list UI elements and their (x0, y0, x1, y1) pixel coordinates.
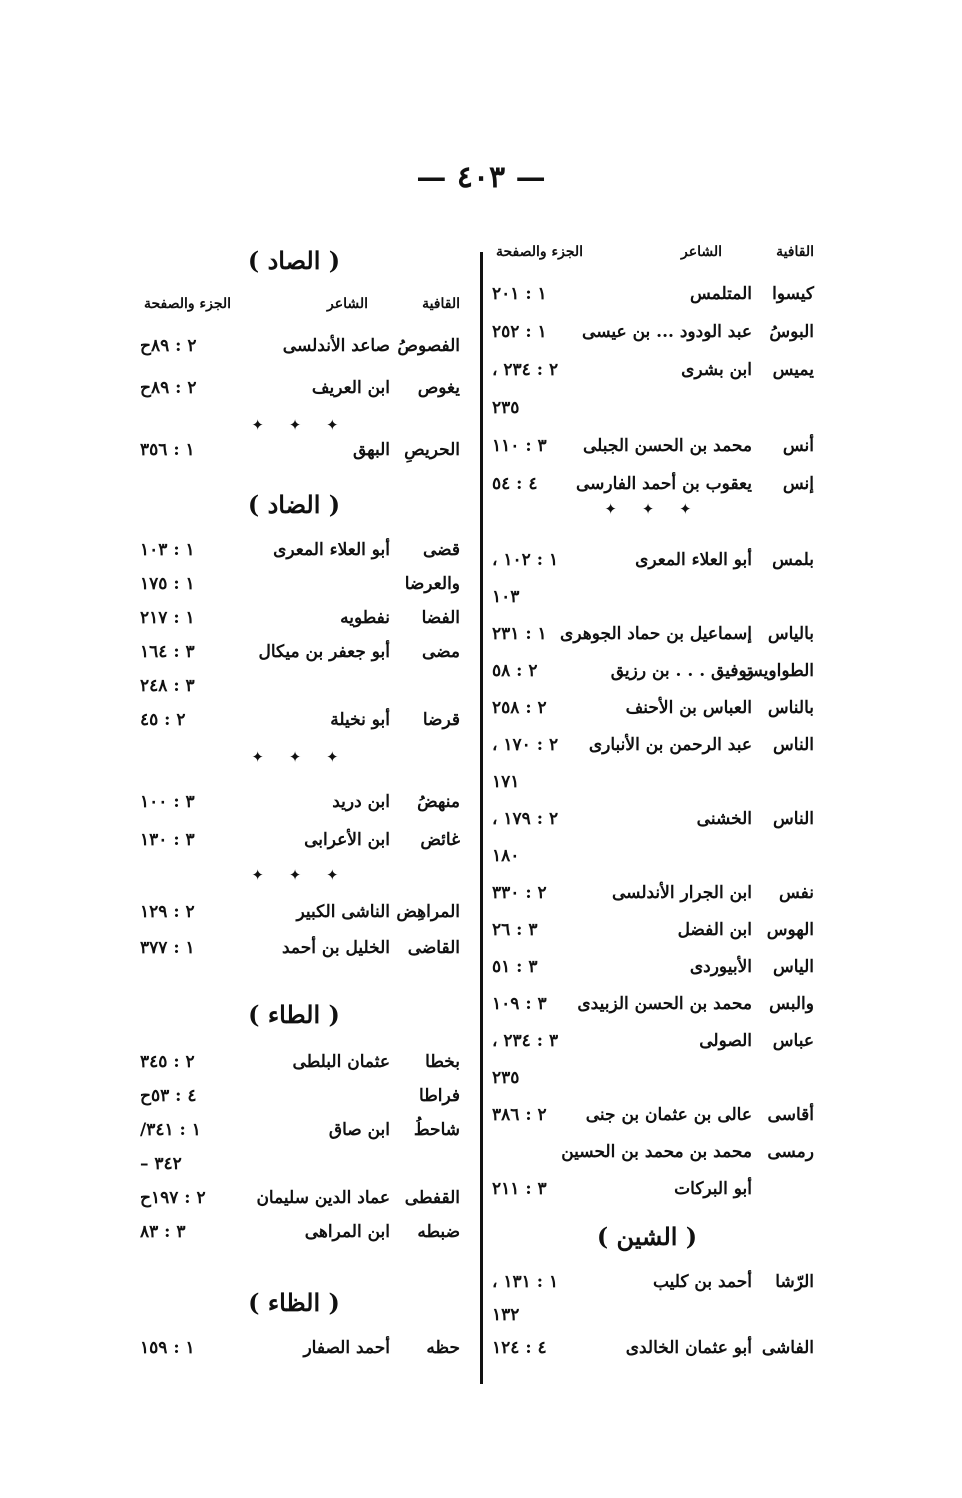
rhyme-word: بالناس (767, 698, 814, 718)
volume-page-ref: ١٠٣ (492, 587, 520, 607)
index-entry (492, 360, 814, 400)
volume-page-ref: ٤ : ٥٤ (492, 474, 538, 494)
column-divider (480, 252, 483, 1384)
poet-name: نفطويه (340, 608, 390, 628)
rhyme-word: الياس (773, 957, 814, 977)
rhyme-word: والعرضا (404, 574, 460, 594)
ref-header: الجزء والصفحة (144, 296, 232, 312)
separator: ✦ ✦ ✦ (251, 416, 349, 434)
volume-page-ref: ٣٤٢ – (140, 1154, 182, 1174)
rhyme-word: بالياس (767, 624, 814, 644)
left-column-header (140, 296, 460, 336)
poet-name: إسماعيل بن حماد الجوهرى (560, 624, 752, 644)
volume-page-ref: ٣ : ٥١ (492, 957, 538, 977)
index-entry (492, 322, 814, 362)
volume-page-ref: ٢ : ٤٥ (140, 710, 186, 730)
rhyme-word: إنس (782, 474, 814, 494)
index-entry (140, 792, 460, 832)
volume-page-ref: ١ : ٢١٧ (140, 608, 195, 628)
volume-page-ref: ٢ : ٣٤٥ (140, 1052, 195, 1072)
rhyme-word: المراهِض (396, 902, 460, 922)
rhyme-word: الفصوصُ (397, 336, 460, 356)
rhyme-word: الفضا (421, 608, 460, 628)
poet-header: الشاعر (681, 244, 722, 260)
rhyme-word: بلمس (772, 550, 814, 570)
poet-name: عبد الرحمن بن الأنبارى (588, 735, 752, 755)
poet-name: ابن دريد (332, 792, 390, 812)
poet-name: أحمد الصفار (303, 1338, 390, 1358)
index-entry (492, 846, 814, 886)
heading-ta: ( الطاء ) (248, 1000, 340, 1029)
separator: ✦ ✦ ✦ (251, 866, 349, 884)
volume-page-ref: ٢ : ٣٣٠ (492, 883, 547, 903)
rhyme-word: الهوس (766, 920, 814, 940)
rhyme-word: أنس (782, 436, 814, 456)
index-entry (492, 1338, 814, 1378)
rhyme-word: الحريصِ (404, 440, 460, 460)
volume-page-ref: ٢ : ١٩٧ح (140, 1188, 206, 1208)
poet-name: محمد بن الحسن الجبلى (582, 436, 752, 456)
poet-name: عبد الودود ... بن عيسى (582, 322, 752, 342)
volume-page-ref: ١ : ٣٥٦ (140, 440, 195, 460)
index-entry (492, 920, 814, 960)
volume-page-ref: ٣ : ٢٦ (492, 920, 538, 940)
rhyme-word: يميس (772, 360, 814, 380)
poet-name: العباس بن الأحنف (625, 698, 752, 718)
index-entry (140, 1222, 460, 1262)
volume-page-ref: ٢ : ٨٩ح (140, 378, 197, 398)
heading-sad: ( الصاد ) (247, 246, 341, 275)
rhyme-word: عباس (772, 1031, 814, 1051)
volume-page-ref: ٣ : ٢٣٤ ، (492, 1031, 559, 1051)
volume-page-ref: ١ : ١٠٣ (140, 540, 195, 560)
rhyme-word: قرضا (422, 710, 460, 730)
poet-name: عثمان البلطى (292, 1052, 390, 1072)
rhyme-word: حظه (426, 1338, 460, 1358)
rhyme-word: والبس (769, 994, 814, 1014)
volume-page-ref: ٣ : ١٣٠ (140, 830, 195, 850)
index-entry (492, 698, 814, 738)
rhyme-word: القفطى (404, 1188, 460, 1208)
volume-page-ref: ١ : ١٧٥ (140, 574, 195, 594)
rhyme-header: القافية (776, 244, 814, 260)
volume-page-ref: ١ : ١٠٢ ، (492, 550, 559, 570)
index-entry (140, 378, 460, 418)
volume-page-ref: ٢ : ٣٨٦ (492, 1105, 547, 1125)
rhyme-word: أقاسى (767, 1105, 814, 1125)
poet-name: عماد الدين سليمان (256, 1188, 390, 1208)
poet-name: محمد بن الحسن الزبيدى (577, 994, 752, 1014)
poet-name: أبو العلاء المعرى (273, 540, 390, 560)
volume-page-ref: ٣ : ٨٣ (140, 1222, 186, 1242)
volume-page-ref: ٢ : ١٧٠ ، (492, 735, 559, 755)
index-entry (140, 938, 460, 978)
rhyme-word: القاضى (407, 938, 460, 958)
rhyme-word: قضى (422, 540, 460, 560)
poet-name: أبو عثمان الخالدى (625, 1338, 752, 1358)
volume-page-ref: ١ : ٢٠١ (492, 284, 547, 304)
index-entry (492, 284, 814, 324)
heading-shin: ( الشين ) (596, 1222, 698, 1251)
rhyme-word: الناس (773, 735, 814, 755)
index-entry (140, 830, 460, 870)
poet-name: المتلمس (690, 284, 752, 304)
index-entry (140, 1338, 460, 1378)
volume-page-ref: ٤ : ١٢٤ (492, 1338, 547, 1358)
separator: ✦ ✦ ✦ (604, 500, 702, 518)
index-entry (140, 440, 460, 480)
page-number: — ٤٠٣ — (416, 160, 546, 195)
rhyme-word: الطواويس (742, 661, 814, 681)
rhyme-word: غائض (420, 830, 460, 850)
index-entry (492, 550, 814, 590)
poet-name: محمد بن محمد بن الحسين (561, 1142, 752, 1162)
index-entry (492, 883, 814, 923)
volume-page-ref: ٢٣٥ (492, 1068, 520, 1088)
index-entry (492, 1031, 814, 1071)
volume-page-ref: ١ : ٢٣١ (492, 624, 547, 644)
ref-header: الجزء والصفحة (496, 244, 584, 260)
rhyme-word: فراطا (419, 1086, 460, 1106)
poet-name: ابن بشرى (681, 360, 752, 380)
volume-page-ref: ٤ : ٥٣ح (140, 1086, 197, 1106)
volume-page-ref: ١٣٢ (492, 1305, 520, 1325)
rhyme-word: يغوص (417, 378, 460, 398)
index-entry (492, 587, 814, 627)
index-entry (492, 398, 814, 438)
index-entry (140, 902, 460, 942)
heading-dad: ( الضاد ) (247, 490, 341, 519)
volume-page-ref: ١ : ١٣١ ، (492, 1272, 559, 1292)
poet-name: توفيق . . . بن رزيق (610, 661, 752, 681)
rhyme-word: بخطا (425, 1052, 460, 1072)
rhyme-word: البوسُ (769, 322, 814, 342)
volume-page-ref: ١ : ١٥٩ (140, 1338, 195, 1358)
volume-page-ref: ٣ : ١٠٠ (140, 792, 195, 812)
poet-name: أبو نخيلة (330, 710, 390, 730)
poet-name: عالى بن عثمان بن جنى (585, 1105, 752, 1125)
poet-name: ابن الجرار الأندلسى (611, 883, 752, 903)
heading-za: ( الظاء ) (248, 1288, 340, 1317)
poet-name: أحمد بن كليب (652, 1272, 752, 1292)
poet-name: ابن الفضل (677, 920, 752, 940)
rhyme-word: شاحطُ (413, 1120, 460, 1140)
index-entry (492, 1179, 814, 1219)
volume-page-ref: ٣ : ١١٠ (492, 436, 547, 456)
index-entry (492, 994, 814, 1034)
volume-page-ref: ٣ : ٢١١ (492, 1179, 547, 1199)
rhyme-header: القافية (422, 296, 460, 312)
index-entry (492, 809, 814, 849)
index-entry (492, 957, 814, 997)
volume-page-ref: ١٧١ (492, 772, 520, 792)
poet-name: الناشى الكبير (296, 902, 390, 922)
index-entry (492, 624, 814, 664)
poet-name: الأبيوردى (689, 957, 752, 977)
right-column-header (492, 244, 814, 284)
poet-header: الشاعر (327, 296, 368, 312)
rhyme-word: الفاشى (761, 1338, 814, 1358)
volume-page-ref: ٢ : ١٧٩ ، (492, 809, 559, 829)
poet-name: أبو جعفر بن ميكال (258, 642, 390, 662)
volume-page-ref: ٢ : ١٢٩ (140, 902, 195, 922)
volume-page-ref: ١ : ٢٥٢ (492, 322, 547, 342)
volume-page-ref: ٣ : ١٠٩ (492, 994, 547, 1014)
volume-page-ref: ٣ : ٢٤٨ (140, 676, 195, 696)
rhyme-word: منهضُ (417, 792, 460, 812)
rhyme-word: الناس (773, 809, 814, 829)
poet-name: ابن الأعرابى (304, 830, 390, 850)
index-entry (492, 1068, 814, 1108)
index-entry (492, 436, 814, 476)
volume-page-ref: ١ : ٣٧٧ (140, 938, 195, 958)
poet-name: صاعد الأندلسى (282, 336, 390, 356)
volume-page-ref: ٣ : ١٦٤ (140, 642, 195, 662)
poet-name: ابن صاق (328, 1120, 390, 1140)
index-entry (140, 710, 460, 750)
volume-page-ref: ٢ : ٨٩ح (140, 336, 197, 356)
poet-name: الخشنى (696, 809, 752, 829)
index-entry (492, 661, 814, 701)
index-entry (140, 336, 460, 376)
rhyme-word: ضبطه (417, 1222, 460, 1242)
poet-name: أبو العلاء المعرى (635, 550, 752, 570)
poet-name: ابن المراهى (304, 1222, 390, 1242)
poet-name: الصولى (699, 1031, 752, 1051)
rhyme-word: الرّشا (775, 1272, 814, 1292)
rhyme-word: رمسى (767, 1142, 814, 1162)
separator: ✦ ✦ ✦ (251, 748, 349, 766)
poet-name: أبو البركات (674, 1179, 752, 1199)
poet-name: الخليل بن أحمد (281, 938, 390, 958)
volume-page-ref: ٢ : ٢٣٤ ، (492, 360, 559, 380)
poet-name: البهق (352, 440, 390, 460)
volume-page-ref: ٢٣٥ (492, 398, 520, 418)
index-entry (492, 1142, 814, 1182)
index-entry (492, 735, 814, 775)
volume-page-ref: ١٨٠ (492, 846, 520, 866)
volume-page-ref: ٢ : ٢٥٨ (492, 698, 547, 718)
rhyme-word: مضى (421, 642, 460, 662)
rhyme-word: نفس (778, 883, 814, 903)
poet-name: ابن العريف (311, 378, 390, 398)
poet-name: يعقوب بن أحمد الفارسى (575, 474, 752, 494)
volume-page-ref: ٢ : ٥٨ (492, 661, 538, 681)
index-entry (492, 1105, 814, 1145)
volume-page-ref: ١ : ٣٤١/ (140, 1120, 201, 1140)
rhyme-word: كيسوا (772, 284, 814, 304)
index-entry (492, 772, 814, 812)
